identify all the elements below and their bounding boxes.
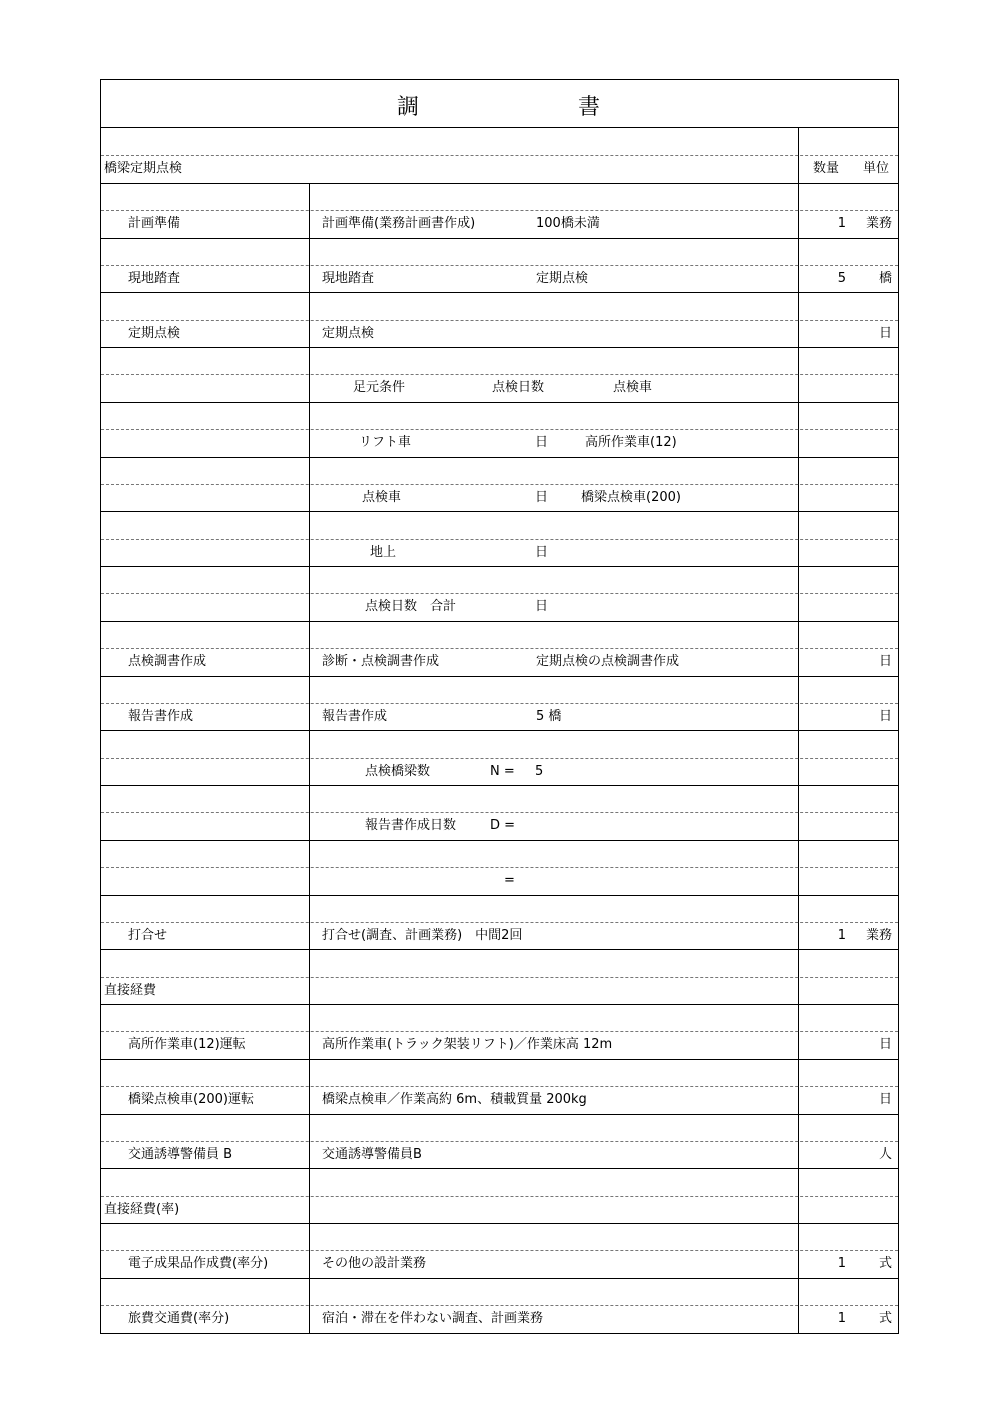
cell-unit: 日 [878, 1037, 892, 1053]
row-rule [101, 347, 898, 348]
cell-desc: 診断・点検調書作成 [322, 654, 440, 669]
cell-c3: 高所作業車(12) [585, 435, 677, 450]
row-rule [101, 730, 898, 731]
cell-c2: 点検日数 [492, 380, 545, 396]
row-rule [101, 1196, 898, 1197]
row-rule [101, 1059, 898, 1060]
cell-c1: 点検車 [362, 489, 402, 505]
section-header: 橋梁定期点検 [104, 161, 183, 176]
row-rule [101, 210, 898, 211]
cell-item: 旅費交通費(率分) [128, 1311, 230, 1326]
cell-c2: 日 [535, 489, 549, 505]
cell-item: 高所作業車(12)運転 [128, 1037, 246, 1053]
cell-desc2: 定期点検 [536, 270, 589, 286]
cell-unit: 日 [878, 325, 892, 341]
cell-desc2: 定期点検の点検調書作成 [536, 654, 680, 669]
cell-item: 交通誘導警備員 B [128, 1146, 233, 1162]
cell-unit: 式 [878, 1311, 892, 1326]
qty-header: 数量 [813, 161, 840, 176]
row-rule [101, 621, 898, 622]
cell-desc: 宿泊・滞在を伴わない調査、計画業務 [322, 1311, 544, 1326]
cell-desc: 定期点検 [322, 325, 375, 341]
row-rule [101, 676, 898, 677]
row-rule [101, 511, 898, 512]
cell-unit: 式 [878, 1256, 892, 1272]
row-rule [101, 895, 898, 896]
row-rule [101, 977, 898, 978]
cell-desc: 計画準備(業務計画書作成) [322, 216, 476, 231]
title-char-left: 調 [397, 95, 422, 120]
cell-unit: 人 [878, 1146, 892, 1162]
row-rule [101, 703, 898, 704]
cell-c1: 点検橋梁数 [365, 763, 431, 779]
cell-section: 直接経費(率) [104, 1201, 180, 1217]
estimate-sheet [100, 79, 899, 1334]
cell-item: 定期点検 [128, 325, 181, 341]
row-rule [101, 812, 898, 813]
cell-unit: 業務 [865, 216, 892, 231]
row-rule [101, 457, 898, 458]
cell-c1: 地上 [370, 544, 397, 560]
row-rule [101, 1004, 898, 1005]
cell-desc: その他の設計業務 [322, 1256, 427, 1272]
row-rule [101, 1168, 898, 1169]
row-rule [101, 539, 898, 540]
row-rule [101, 1223, 898, 1224]
cell-c1: 点検日数 合計 [365, 599, 457, 615]
cell-unit: 日 [878, 654, 892, 669]
cell-section: 直接経費 [104, 982, 157, 998]
cell-c1: リフト車 [359, 435, 412, 450]
cell-unit: 日 [878, 1092, 892, 1107]
cell-c3: 点検車 [613, 380, 653, 396]
cell-desc: 橋梁点検車／作業高約 6m、積載質量 200kg [322, 1092, 587, 1107]
cell-c2: N = [490, 763, 515, 779]
cell-qty: 1 [837, 927, 846, 943]
cell-desc: 現地踏査 [322, 270, 375, 286]
cell-item: 計画準備 [128, 216, 181, 231]
cell-desc: 高所作業車(トラック架装リフト)／作業床高 12m [322, 1037, 613, 1053]
cell-c3: 5 [535, 763, 544, 779]
cell-unit: 橋 [878, 270, 892, 286]
cell-qty: 5 [837, 270, 846, 286]
row-rule [101, 840, 898, 841]
row-rule [101, 1250, 898, 1251]
cell-qty: 1 [837, 216, 846, 231]
cell-desc: 報告書作成 [322, 708, 388, 724]
row-rule [101, 1086, 898, 1087]
cell-c2: 日 [535, 435, 549, 450]
row-rule [101, 593, 898, 594]
cell-item: 現地踏査 [128, 270, 181, 286]
cell-item: 橋梁点検車(200)運転 [128, 1092, 254, 1107]
row-rule [101, 1305, 898, 1306]
row-rule [101, 922, 898, 923]
row-rule [101, 238, 898, 239]
row-rule [101, 867, 898, 868]
row-rule [101, 1141, 898, 1142]
row-rule [101, 320, 898, 321]
row-rule [101, 1031, 898, 1032]
row-rule [101, 429, 898, 430]
cell-c2: 日 [535, 544, 549, 560]
cell-unit: 日 [878, 708, 892, 724]
row-rule [101, 1278, 898, 1279]
cell-item: 報告書作成 [128, 708, 194, 724]
title-char-right: 書 [578, 95, 603, 120]
row-rule [101, 1114, 898, 1115]
cell-item: 電子成果品作成費(率分) [128, 1256, 269, 1272]
cell-c1: 足元条件 [353, 380, 406, 396]
row-rule [101, 374, 898, 375]
cell-c1: 報告書作成日数 [365, 818, 457, 834]
cell-item: 点検調書作成 [128, 654, 207, 669]
cell-desc: 交通誘導警備員B [322, 1146, 422, 1162]
row-rule [101, 402, 898, 403]
cell-unit: 業務 [865, 927, 892, 943]
cell-item: 打合せ [128, 927, 168, 943]
row-rule [101, 949, 898, 950]
row-rule [101, 155, 898, 156]
row-rule [101, 785, 898, 786]
cell-c2: 日 [535, 599, 549, 615]
row-rule [101, 566, 898, 567]
row-rule [101, 292, 898, 293]
cell-desc2: 5 橋 [536, 708, 562, 724]
row-rule [101, 648, 898, 649]
cell-desc: 打合せ(調査、計画業務) 中間2回 [322, 927, 523, 943]
row-rule [101, 265, 898, 266]
title-area [101, 80, 898, 128]
cell-c2: D = [490, 818, 516, 834]
cell-qty: 1 [837, 1311, 846, 1326]
cell-c3: 橋梁点検車(200) [581, 489, 681, 505]
row-rule [101, 183, 898, 184]
row-rule [101, 484, 898, 485]
unit-header: 単位 [863, 161, 890, 176]
row-rule [101, 758, 898, 759]
cell-c2: = [504, 873, 515, 888]
cell-qty: 1 [837, 1256, 846, 1272]
cell-desc2: 100橋未満 [536, 216, 600, 231]
